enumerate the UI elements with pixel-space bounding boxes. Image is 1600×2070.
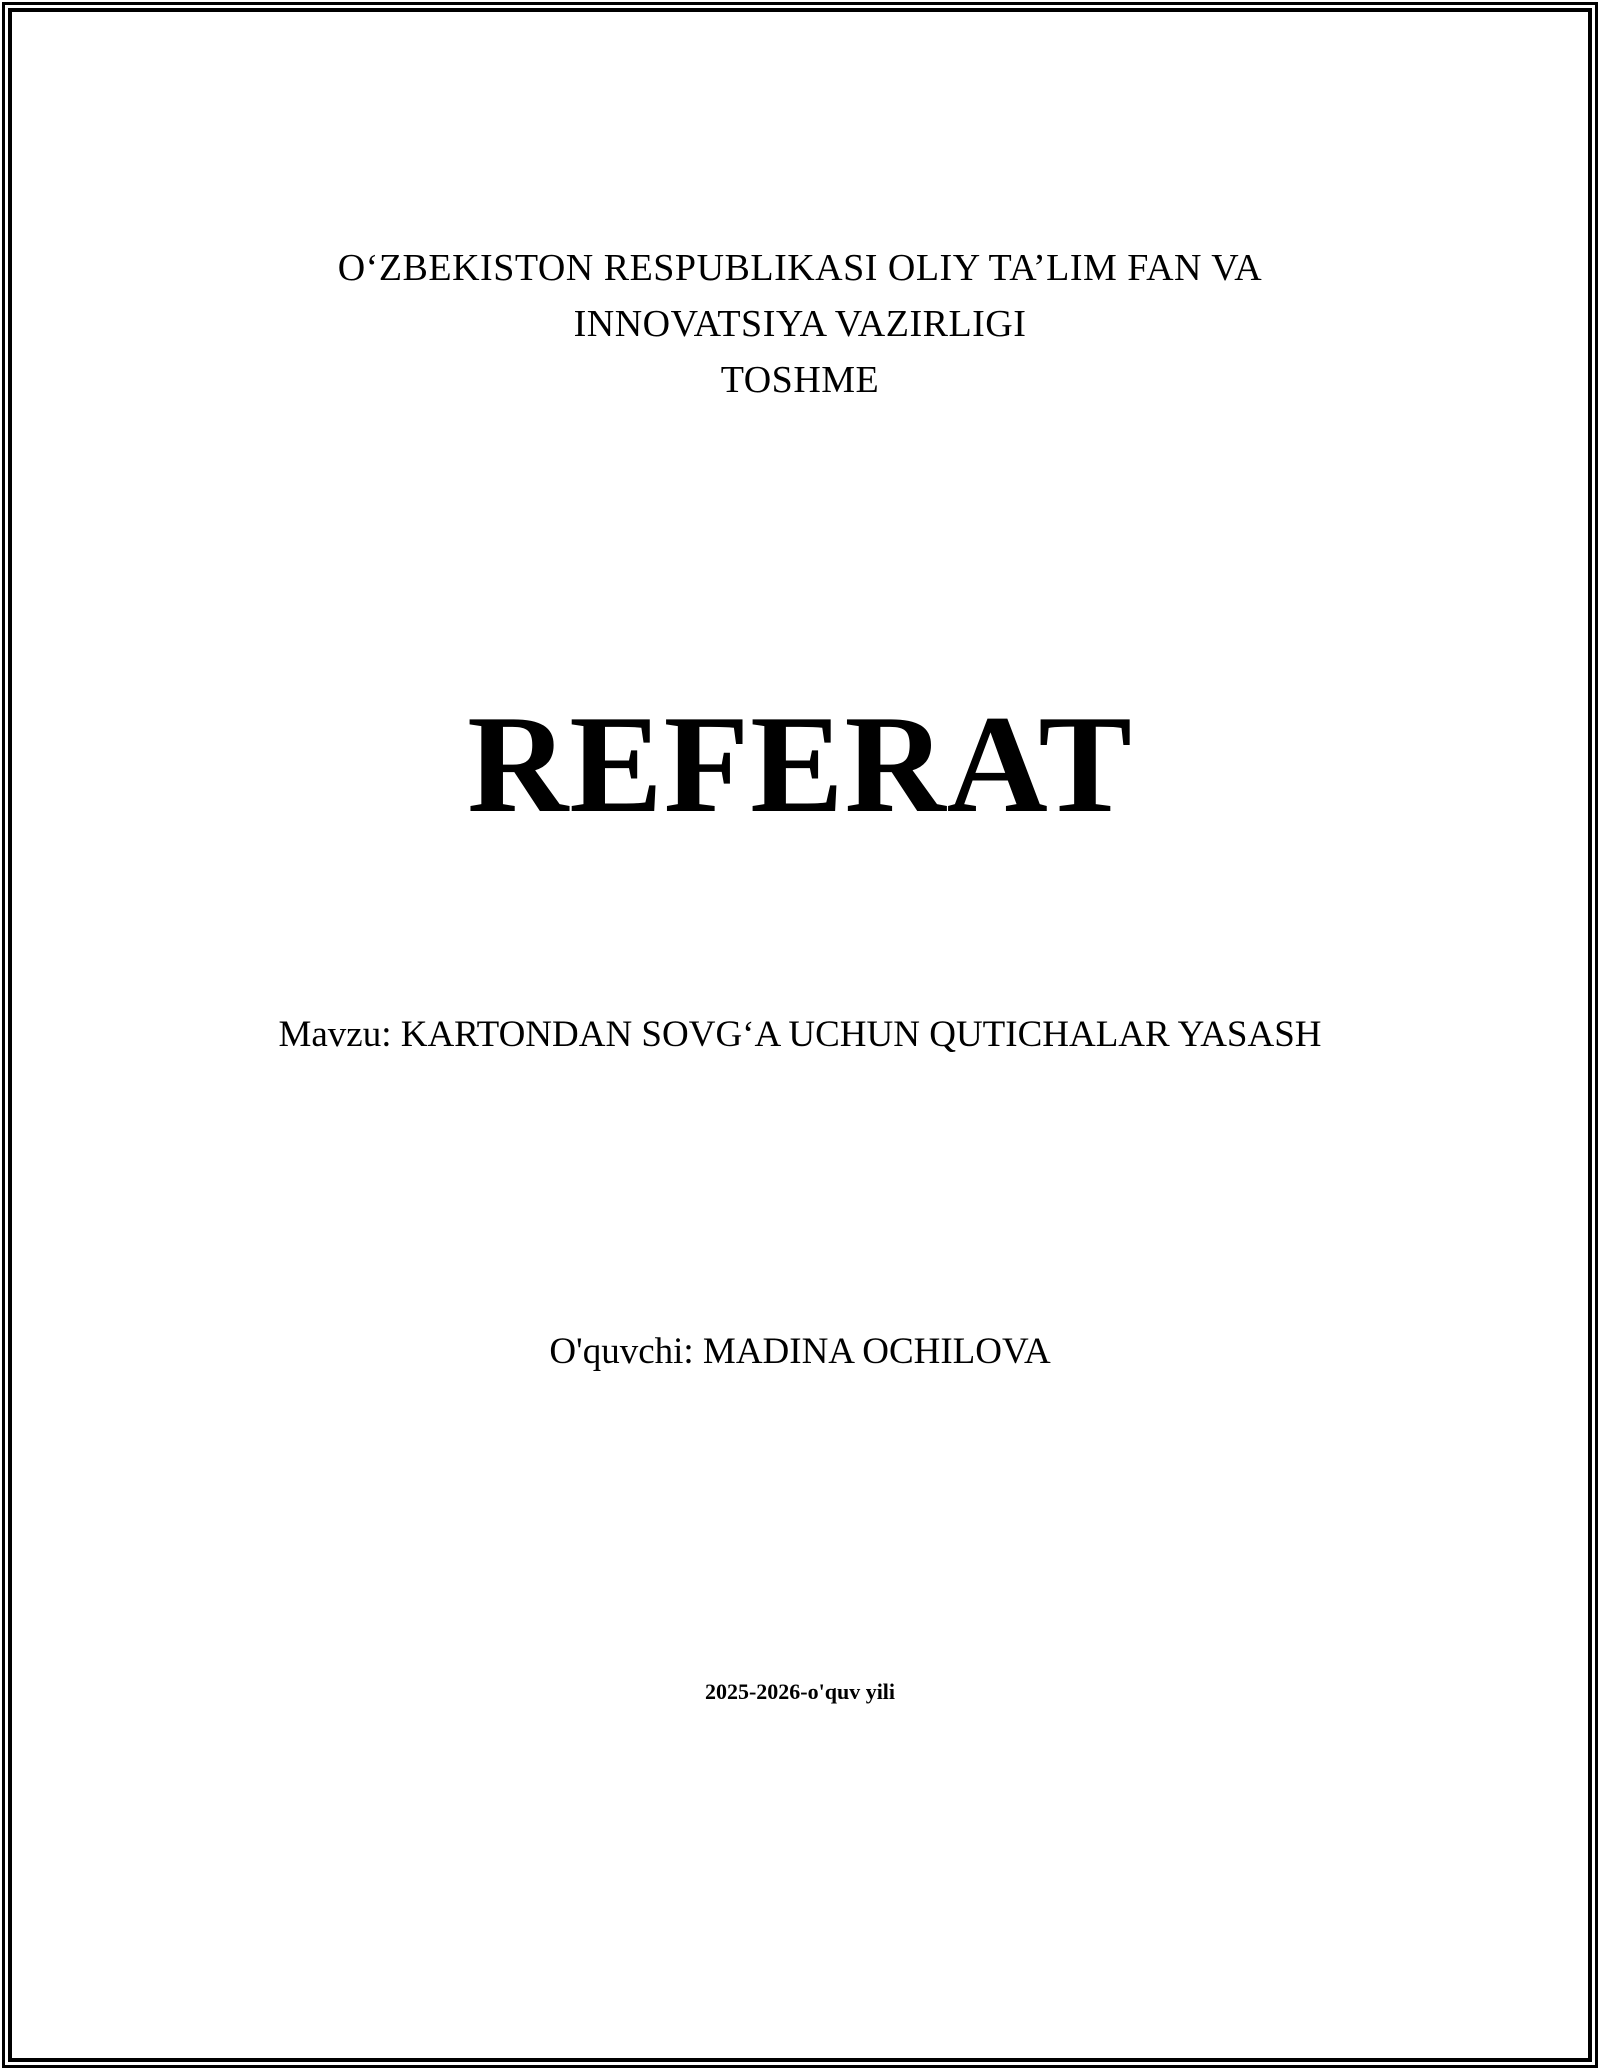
ministry-heading-line-3: TOSHME bbox=[720, 359, 880, 401]
ministry-heading-line-1: O‘ZBEKISTON RESPUBLIKASI OLIY TA’LIM FAN VA bbox=[337, 247, 1263, 289]
ministry-heading bbox=[12, 240, 1588, 408]
page-content bbox=[12, 12, 1588, 2058]
student-line: O'quvchi: MADINA OCHILOVA bbox=[549, 1331, 1051, 1372]
topic-line: Mavzu: KARTONDAN SOVG‘A UCHUN QUTICHALAR YASASH bbox=[278, 1014, 1322, 1055]
document-title: REFERAT bbox=[467, 687, 1133, 842]
academic-year: 2025-2026-o'quv yili bbox=[704, 1679, 896, 1704]
ministry-heading-line-2: INNOVATSIYA VAZIRLIGI bbox=[573, 303, 1027, 345]
